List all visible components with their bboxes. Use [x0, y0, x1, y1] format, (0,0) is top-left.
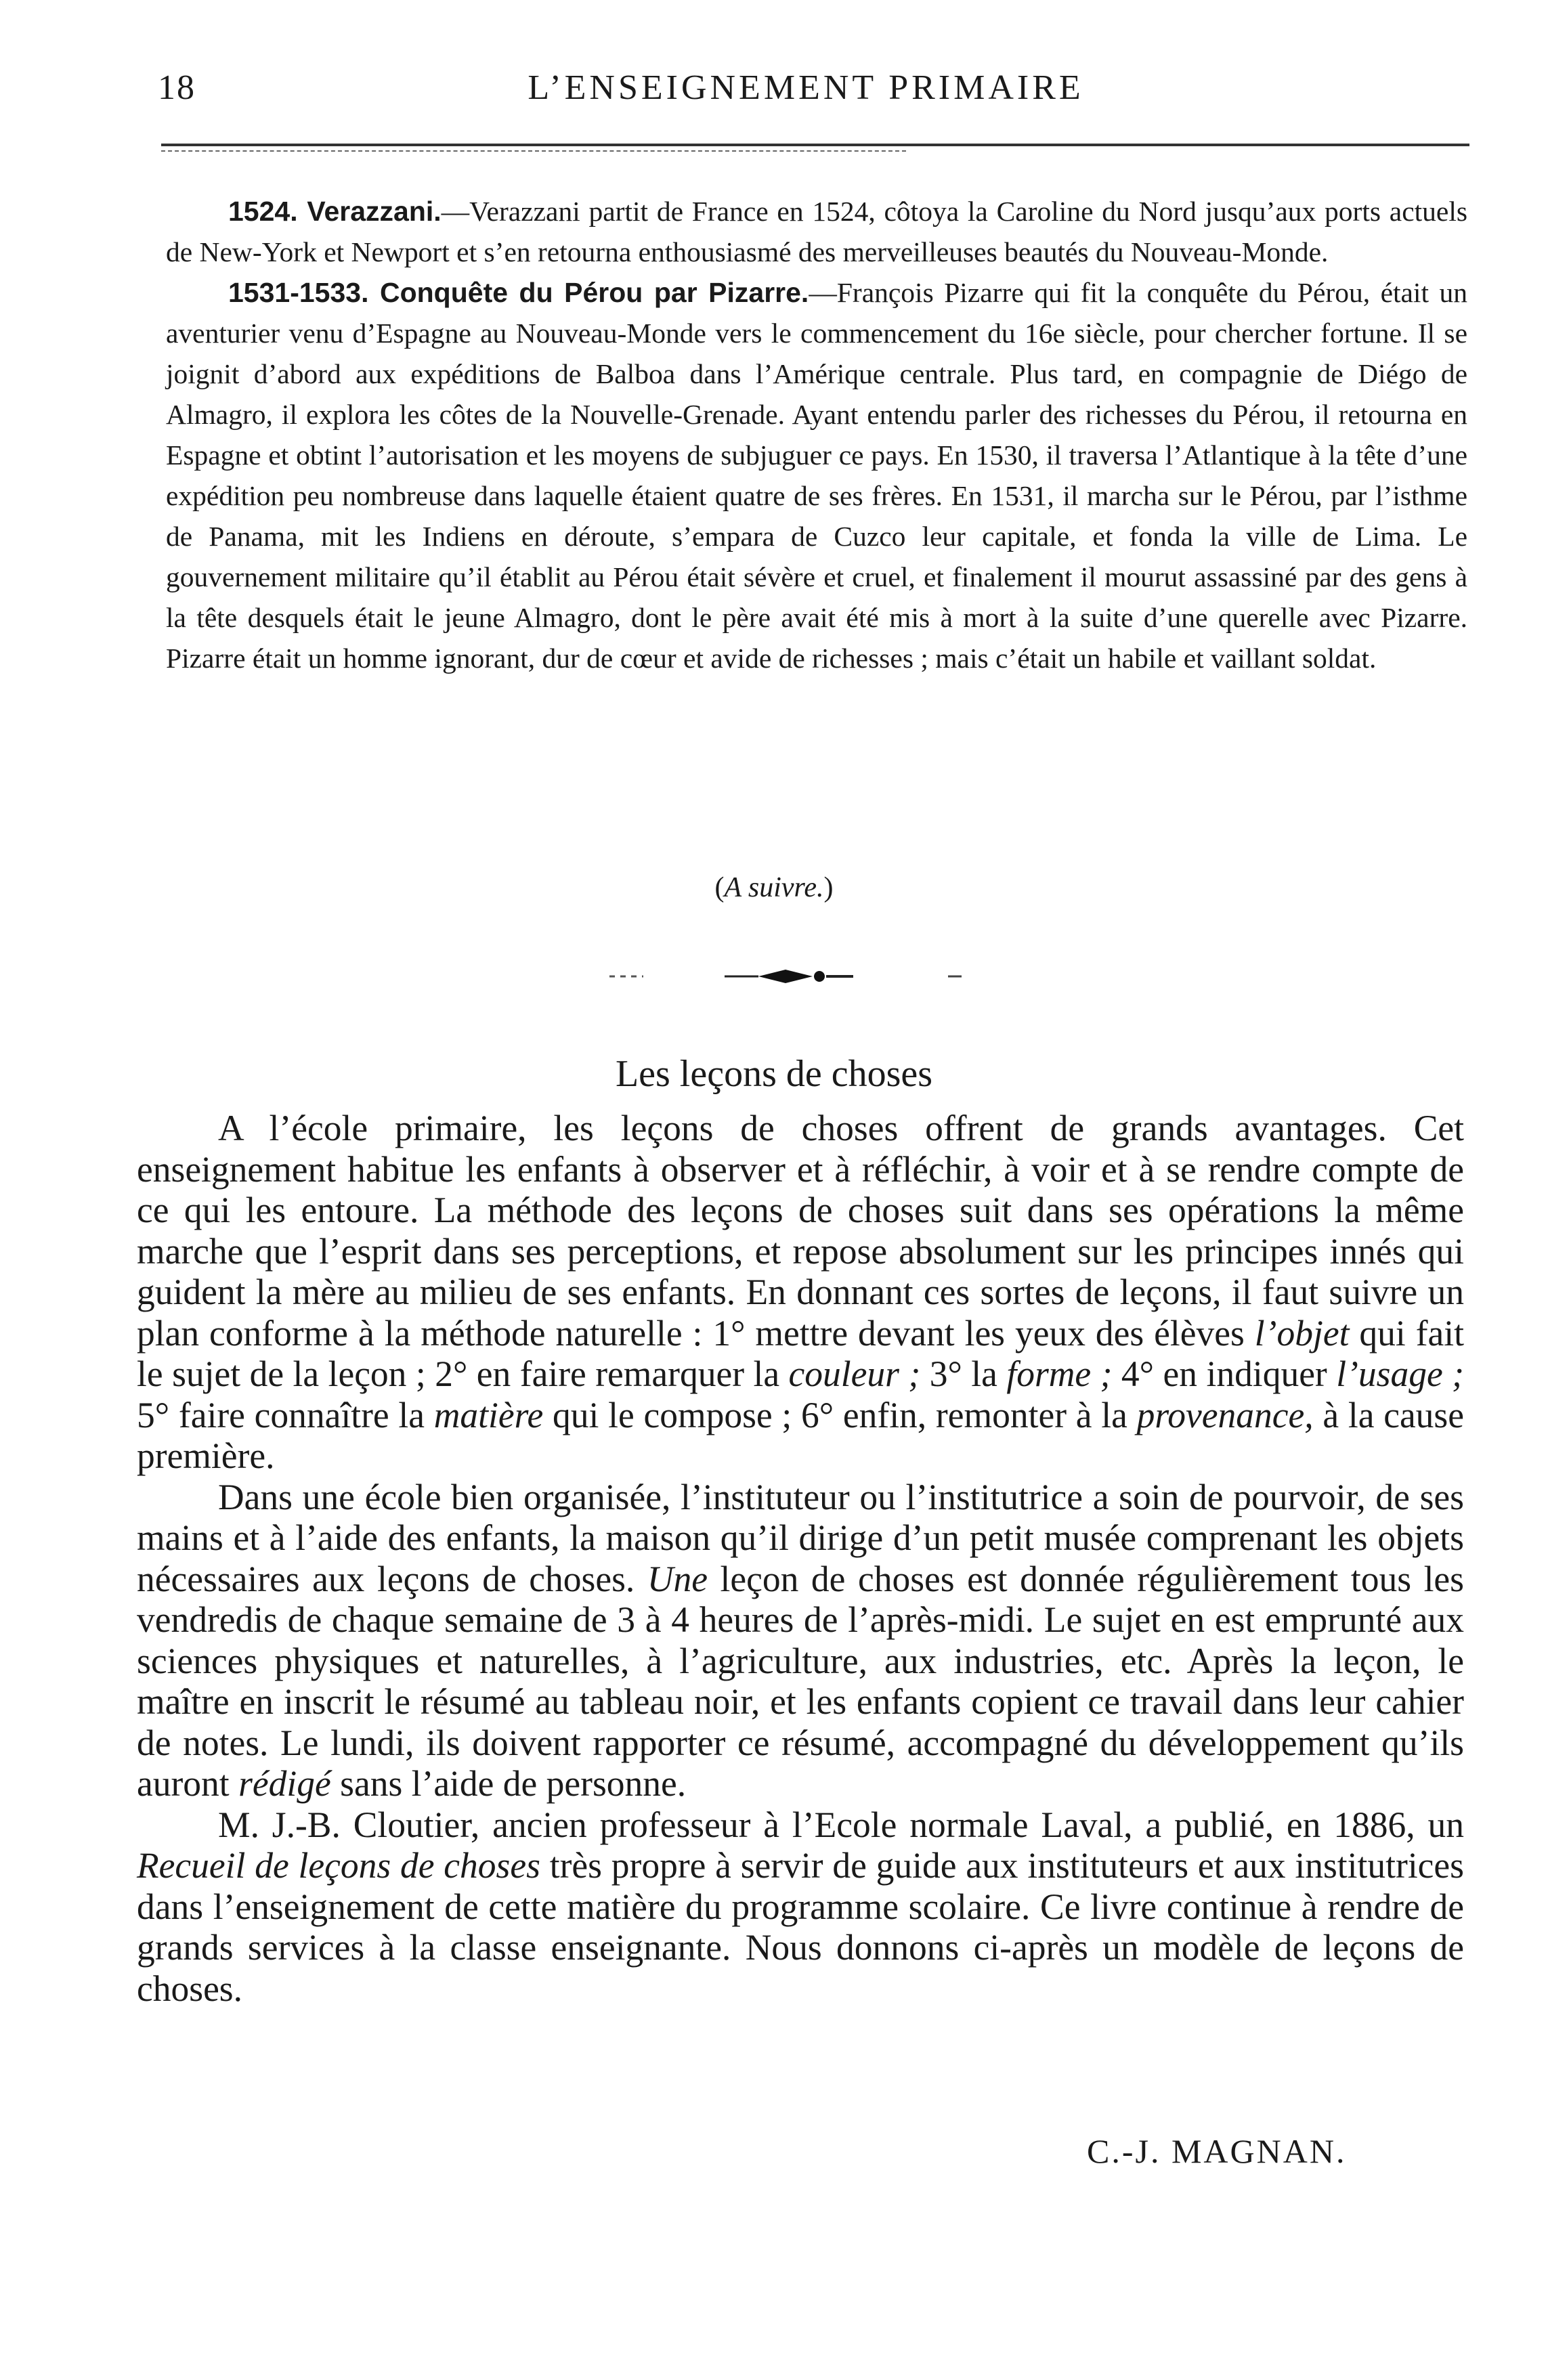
- text-run: très propre à servir de guide aux instituteurs et aux institutrices dans l’enseignement de cette matière du programme scolaire. Ce livre continue à rendre de grands services à la classe enseignante. Nous donnons ci-après un modèle de leçons de choses.: [137, 1845, 1464, 2009]
- text-run: à la cause première.: [137, 1394, 1465, 1476]
- ornament-dot: [814, 971, 825, 982]
- running-title: L’ENSEIGNEMENT PRIMAIRE: [528, 68, 1084, 107]
- chronology-entries: [166, 191, 1467, 678]
- paragraph-3: [137, 1804, 1464, 2010]
- italic-run: matière: [433, 1394, 544, 1435]
- italic-run: provenance,: [1136, 1394, 1314, 1435]
- section-title: Les leçons de choses: [615, 1053, 933, 1096]
- text-run: qui fait le sujet de la leçon ; 2° en faire remarquer la: [137, 1312, 1465, 1394]
- text-run: sans l’aide de personne.: [330, 1763, 687, 1804]
- paragraph-1: [137, 1108, 1464, 1477]
- italic-run: l’objet: [1254, 1312, 1350, 1354]
- entry-text: —Verazzani partit de France en 1524, côtoya la Caroline du Nord jusqu’aux ports actuels de New-York et Newport et s’en retourna enthousiasmé des merveilleuses beautés du Nouveau-Monde.: [166, 196, 1467, 267]
- ornament-divider: [609, 961, 989, 989]
- continuation-note: (A suivre.): [714, 872, 834, 903]
- header-rule: [161, 144, 1469, 146]
- italic-run: Une: [647, 1558, 708, 1599]
- italic-run: couleur ;: [788, 1354, 921, 1394]
- text-run: M. J.-B. Cloutier, ancien professeur à l’Ecole normale Laval, a publié, en 1886, un: [218, 1804, 1464, 1845]
- text-run: qui le compose ; 6° enfin, remonter à la: [543, 1394, 1137, 1435]
- italic-run: rédigé: [238, 1763, 331, 1804]
- entry-text: —François Pizarre qui fit la conquête du Pérou, était un aventurier venu d’Espagne au Nouveau-Monde vers le commencement du 16e siècle, pour chercher fortune. Il se joignit d’abord aux expéditions de Balboa dans l’Amérique centrale. Plus tard, en compagnie de Diégo de Almagro, il explora les côtes de la Nouvelle-Grenade. Ayant entendu parler des richesses du Pérou, il retourna en Espagne et obtint l’autorisation et les moyens de subjuguer ce pays. En 1530, il traversa l’Atlantique à la tête d’une expédition peu nombreuse dans laquelle étaient quatre de ses frères. En 1531, il marcha sur le Pérou, par l’isthme de Panama, mit les Indiens en déroute, s’empara de Cuzco leur capitale, et fonda la ville de Lima. Le gouvernement militaire qu’il établit au Pérou était sévère et cruel, et finalement il mourut assassiné par des gens à la tête desquels était le jeune Almagro, dont le père avait été mis à mort à la suite d’une querelle avec Pizarre. Pizarre était un homme ignorant, dur de cœur et avide de richesses ; mais c’était un habile et vaillant soldat.: [166, 277, 1467, 674]
- section-body: [137, 1108, 1464, 2009]
- header-rule-secondary: [161, 150, 906, 152]
- page-number: 18: [158, 68, 196, 107]
- continuation-italic: A suivre.: [724, 872, 824, 903]
- italic-run: Recueil de leçons de choses: [137, 1845, 540, 1886]
- text-run: leçon de choses est donnée régulièrement tous les vendredis de chaque semaine de 3 à 4 heures de l’après-midi. Le sujet en est emprunté aux sciences physiques et naturelles, à l’agriculture, aux industries, etc. Après la leçon, le maître en inscrit le résumé au tableau noir, et les enfants copient ce travail dans leur cahier de notes. Le lundi, ils doivent rapporter ce résumé, accompagné du développement qu’ils auront: [137, 1558, 1465, 1804]
- text-run: 4° en indiquer: [1112, 1354, 1337, 1394]
- entry-verazzani: [166, 191, 1467, 272]
- page-header: [152, 68, 1459, 122]
- entry-heading: 1524. Verazzani.: [228, 196, 442, 227]
- paragraph-2: [137, 1477, 1464, 1804]
- text-run: 3° la: [920, 1354, 1007, 1394]
- italic-run: l’usage ;: [1336, 1354, 1464, 1394]
- author-signature: C.-J. MAGNAN.: [1087, 2132, 1347, 2170]
- italic-run: forme ;: [1006, 1354, 1113, 1394]
- entry-pizarre: [166, 272, 1467, 678]
- text-run: Dans une école bien organisée, l’instituteur ou l’institutrice a soin de pourvoir, de ses mains et à l’aide des enfants, la maison qu’il dirige d’un petit musée comprenant les objets nécessaires aux leçons de choses.: [137, 1476, 1464, 1599]
- text-run: A l’école primaire, les leçons de choses offrent de grands avantages. Cet enseignement habitue les enfants à observer et à réfléchir, à voir et à se rendre compte de ce qui les entoure. La méthode des leçons de choses suit dans ses opérations la même marche que l’esprit dans ses perceptions, et repose absolument sur les principes innés qui guident la mère au milieu de ses enfants. En donnant ces sortes de leçons, il faut suivre un plan conforme à la méthode naturelle : 1° mettre devant les yeux des élèves: [137, 1108, 1464, 1354]
- ornament-diamond: [758, 970, 813, 983]
- text-run: 5° faire connaître la: [137, 1394, 434, 1435]
- entry-heading: 1531-1533. Conquête du Pérou par Pizarre.: [228, 277, 809, 308]
